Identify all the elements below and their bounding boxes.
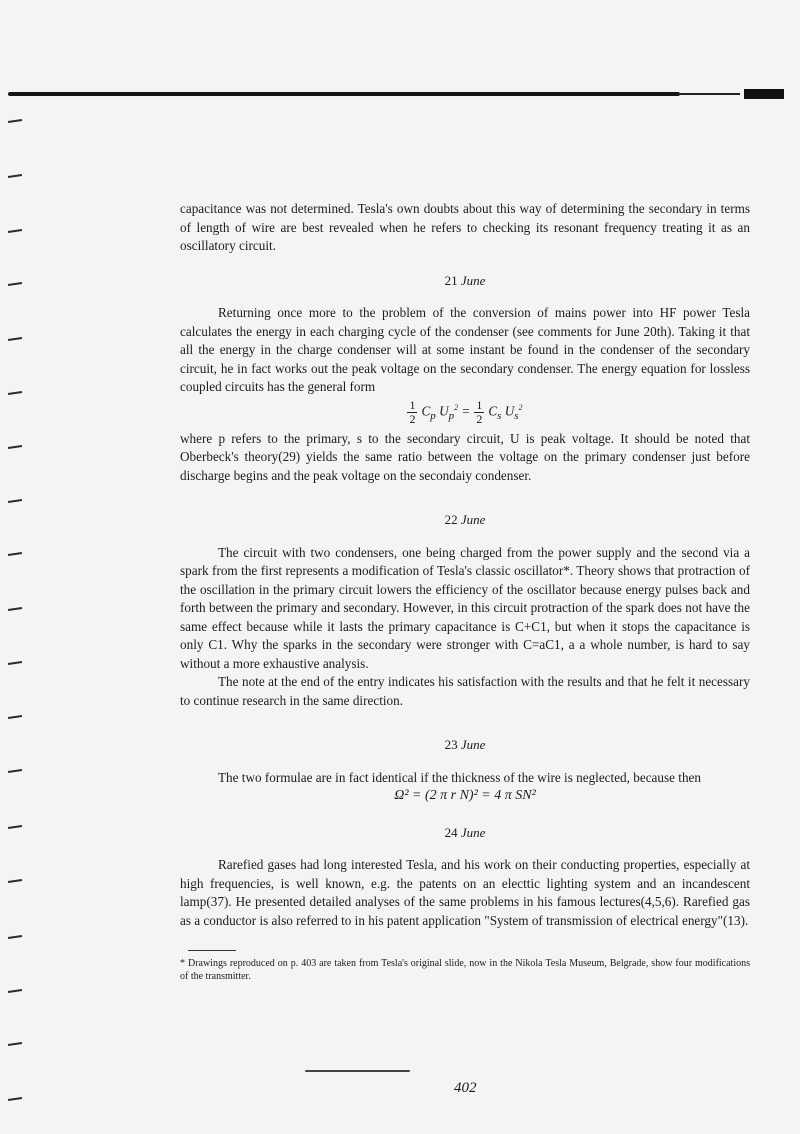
- margin-mark: [8, 661, 22, 665]
- equation-left: $C_p$ $U_p^2$ =: [421, 402, 471, 422]
- bottom-rule: [305, 1070, 410, 1072]
- top-rule: [8, 92, 680, 96]
- margin-mark: [8, 552, 22, 556]
- margin-mark: [8, 879, 22, 883]
- heading-june-23: 23 June: [444, 737, 486, 752]
- fraction-half: $\frac{1}{2}$: [476, 397, 483, 426]
- heading-june-22: 22 June: [444, 512, 486, 527]
- margin-mark: [8, 607, 22, 611]
- paragraph-june21-1: Returning once more to the problem of the conversion of mains power into HF power Tesla calculates the energy in each charging cycle of the condenser (see comments for June 20th). Taking it that all the energy in the charge condenser will at some instant be found in the condenser of the secondary circuit, he in fact works out the peak voltage on the secondary condenser. The energy equation for lossless coupled circuits has the general form: [180, 305, 750, 394]
- footnote: * Drawings reproduced on p. 403 are taken from Tesla's original slide, now in the Nikola Tesla Museum, Belgrade, show four modifications of the transmitter.: [180, 958, 750, 982]
- margin-mark: [8, 715, 22, 719]
- margin-mark: [8, 989, 22, 993]
- heading-june-24: 24 June: [444, 824, 486, 840]
- paragraph-june21-2: where p refers to the primary, s to the secondary circuit, U is peak voltage. It should be noted that Oberbeck's theory(29) yields the same ratio between the voltage on the primary condenser just before discharge begins and the peak voltage on the secondaiy condenser.: [180, 430, 750, 483]
- footnote-rule: [188, 950, 236, 951]
- paragraph-june22-1: The circuit with two condensers, one being charged from the power supply and the second via a spark from the first represents a modification of Tesla's classic oscillator*. Theory shows that protraction of the oscillation in the primary circuit lowers the efficiency of the oscillator because energy pulses back and forth between the primary and secondary. However, in this circuit protraction of the spark does not have the same effect because while it lasts the primary capacitance is C+C1, but when it stops the capacitance is only C1. Why the sparks in the secondary were stronger with C=aC1, a a whole number, is hard to say without a more exhaustive analysis.: [180, 544, 750, 671]
- fraction-half: $\frac{1}{2}$: [409, 397, 416, 426]
- margin-mark: [8, 119, 22, 123]
- paragraph-capacitance: capacitance was not determined. Tesla's own doubts about this way of determining the secondary in terms of length of wire are best revealed when he refers to checking its resonant frequency treating it as an oscillatory circuit.: [180, 201, 750, 253]
- margin-mark: [8, 825, 22, 829]
- margin-mark: [8, 174, 22, 178]
- margin-mark: [8, 282, 22, 286]
- margin-mark: [8, 769, 22, 773]
- page-number: 402: [454, 1080, 477, 1096]
- margin-mark: [8, 337, 22, 341]
- top-rule-tail: [680, 93, 740, 95]
- margin-mark: [8, 499, 22, 503]
- energy-equation: [180, 399, 750, 426]
- margin-mark: [8, 1042, 22, 1046]
- paragraph-june23-1: The two formulae are in fact identical if the thickness of the wire is neglected, because then: [218, 769, 701, 785]
- margin-mark: [8, 935, 22, 939]
- margin-mark: [8, 229, 22, 233]
- equation-omega: Ω² = (2 π r N)² = 4 π SN²: [394, 788, 536, 803]
- margin-mark: [8, 1097, 22, 1101]
- heading-month: June: [460, 272, 486, 288]
- heading-day: 21: [444, 272, 458, 288]
- margin-mark: [8, 391, 22, 395]
- paragraph-june24-1: Rarefied gases had long interested Tesla, and his work on their conducting properties, especially at high frequencies, is well known, e.g. the patents on an electtic lighting system and an incandescent lamp(37). He presented detailed analyses of the same problems in his famous lectures(4,5,6). Rarefied gas as a conductor is also referred to in his patent application "System of transmission of electrical energy"(13).: [180, 857, 750, 928]
- page-content: [180, 200, 750, 983]
- top-rule-block: [744, 89, 784, 99]
- left-margin-marks: [8, 0, 30, 1134]
- paragraph-june22-2: The note at the end of the entry indicates his satisfaction with the results and that he felt it necessary to continue research in the same direction.: [180, 674, 750, 708]
- equation-right: $C_s$ $U_s^2$: [488, 402, 523, 422]
- heading-june-21: [180, 272, 750, 291]
- margin-mark: [8, 445, 22, 449]
